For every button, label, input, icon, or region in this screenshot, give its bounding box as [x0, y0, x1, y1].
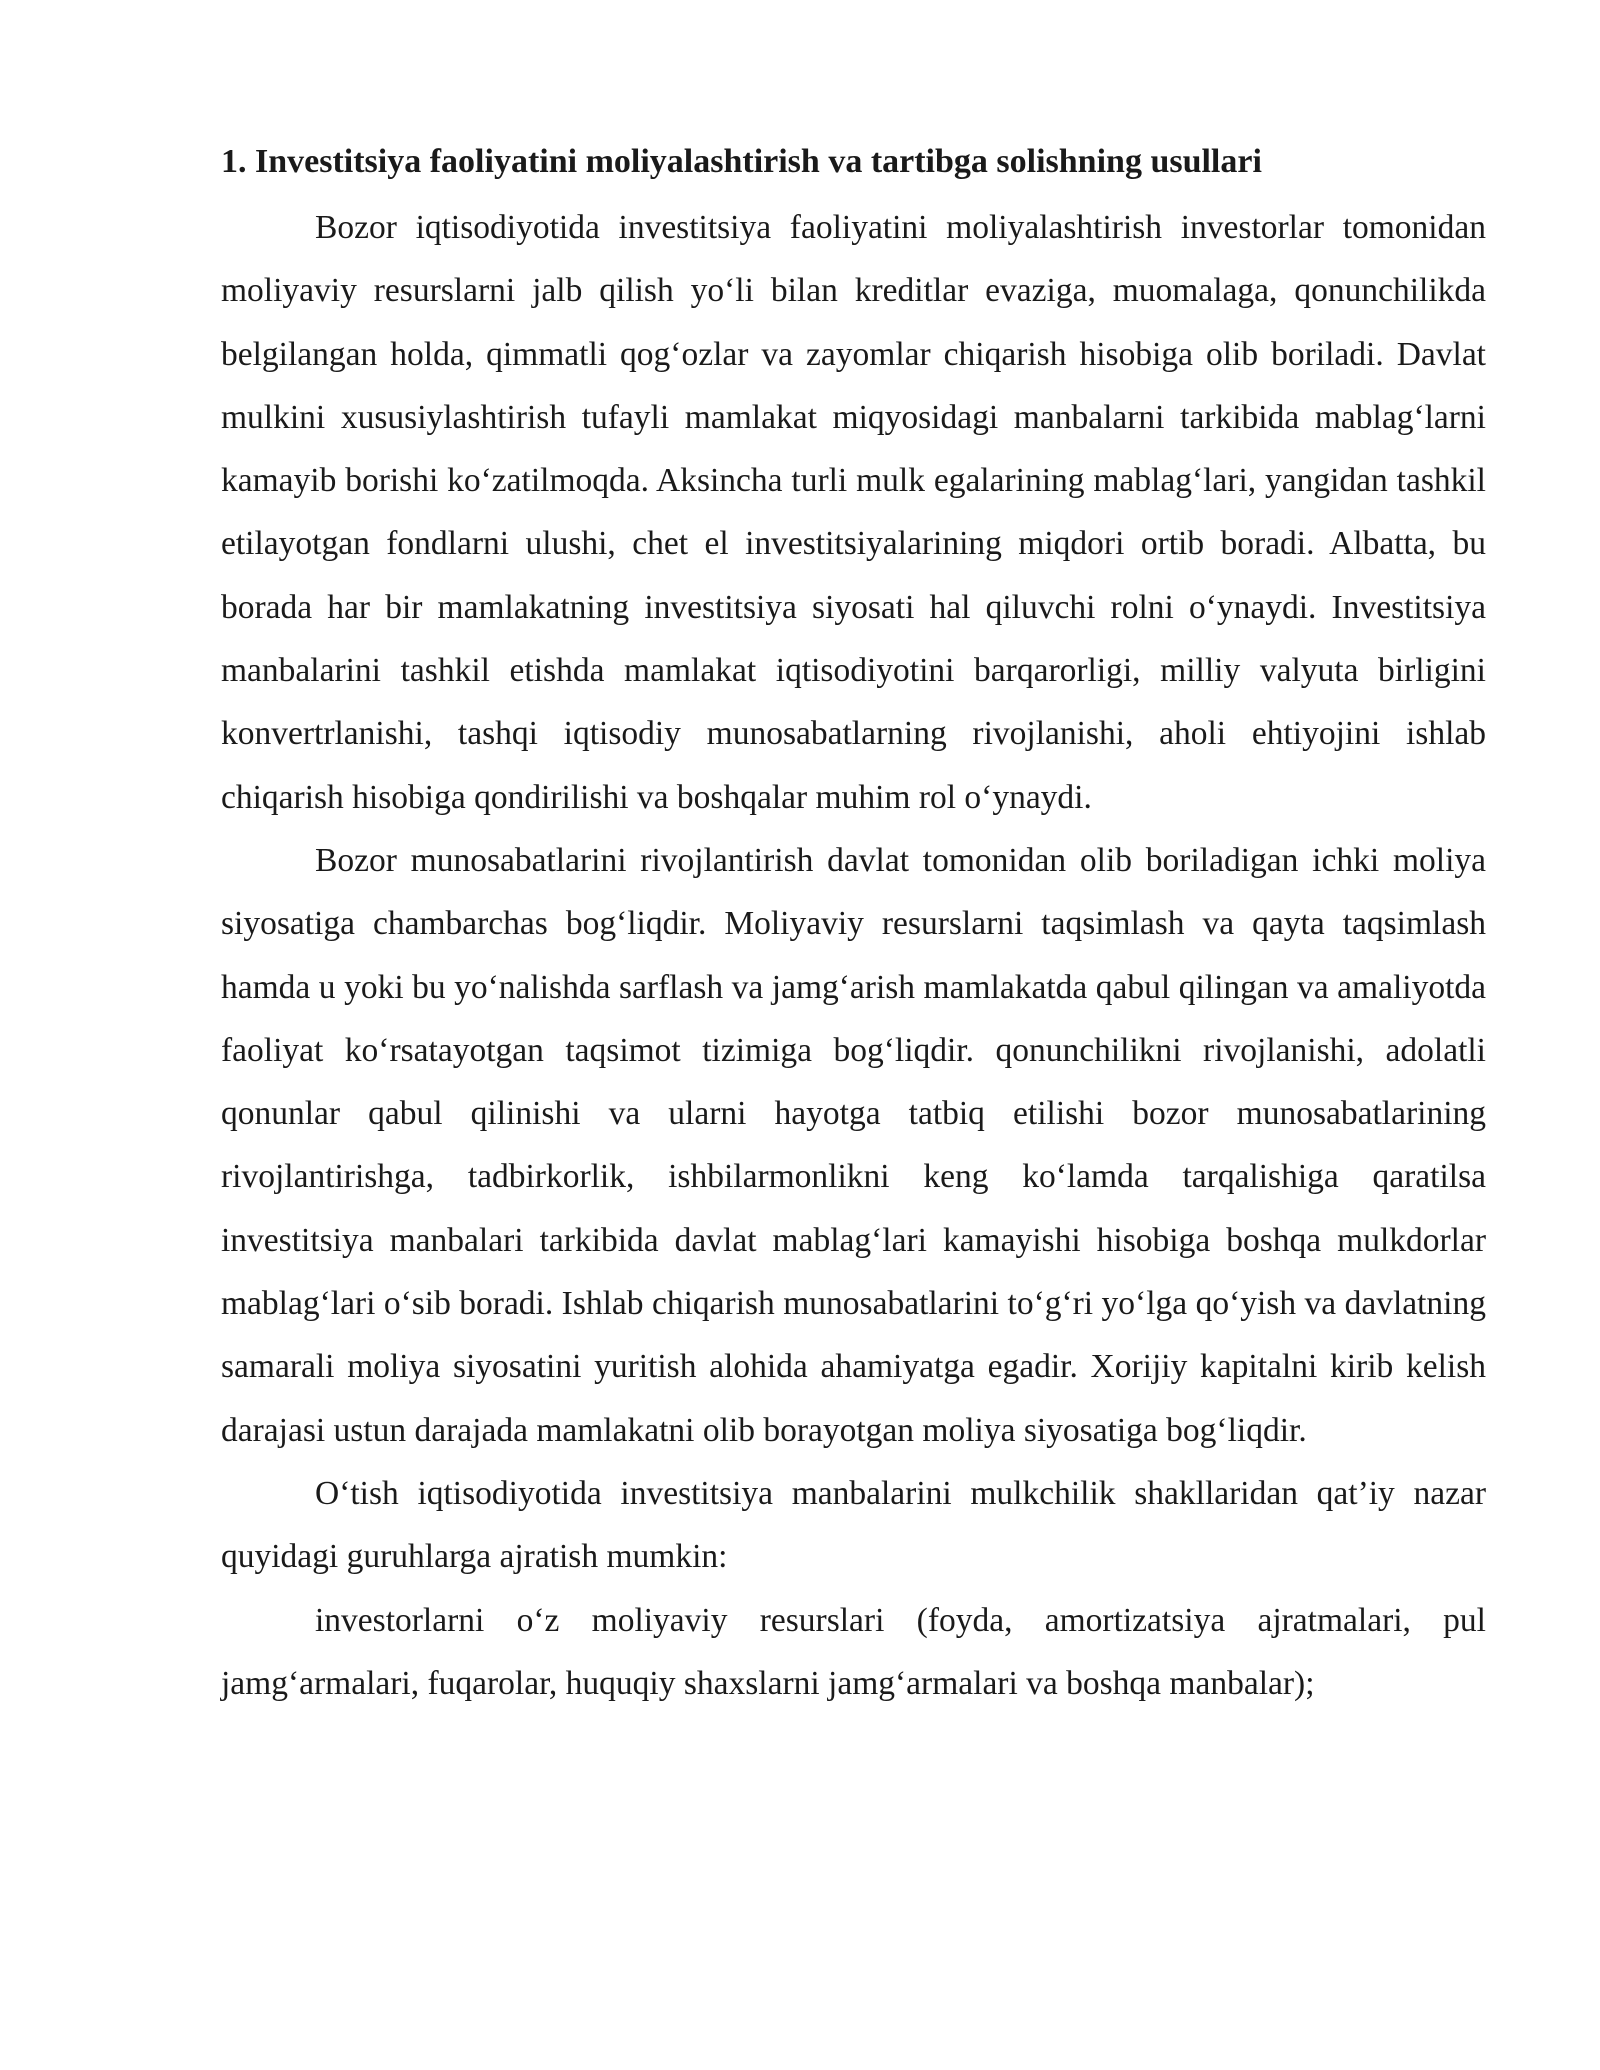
document-page — [221, 140, 1486, 1715]
paragraph-4: investorlarni o‘z moliyaviy resurslari (foyda, amortizatsiya ajratmalari, pul jamg‘armalari, fuqarolar, huquqiy shaxslarni jamg‘armalari va boshqa manbalar); — [221, 1601, 1486, 1702]
paragraph-3: O‘tish iqtisodiyotida investitsiya manbalarini mulkchilik shakllaridan qat’iy nazar quyidagi guruhlarga ajratish mumkin: — [221, 1474, 1486, 1576]
paragraph-1: Bozor iqtisodiyotida investitsiya faoliyatini moliyalashtirish investorlar tomonidan moliyaviy resurslarni jalb qilish yo‘li bilan kreditlar evaziga, muomalaga, qonunchilikda belgilangan holda, qimmatli qog‘ozlar va zayomlar chiqarish hisobiga olib boriladi. Davlat mulkini xususiylashtirish tufayli mamlakat miqyosidagi manbalarni tarkibida mablag‘larni kamayib borishi ko‘zatilmoqda. Aksincha turli mulk egalarining mablag‘lari, yangidan tashkil etilayotgan fondlarni ulushi, chet el investitsiyalarining miqdori ortib boradi. Albatta, bu borada har bir mamlakatning investitsiya siyosati hal qiluvchi rolni o‘ynaydi. Investitsiya manbalarini tashkil etishda mamlakat iqtisodiyotini barqarorligi, milliy valyuta birligini konvertrlanishi, tashqi iqtisodiy munosabatlarning rivojlanishi, aholi ehtiyojini ishlab chiqarish hisobiga qondirilishi va boshqalar muhim rol o‘ynaydi. — [221, 209, 1486, 816]
paragraph-2: Bozor munosabatlarini rivojlantirish davlat tomonidan olib boriladigan ichki moliya siyosatiga chambarchas bog‘liqdir. Moliyaviy resurslarni taqsimlash va qayta taqsimlash hamda u yoki bu yo‘nalishda sarflash va jamg‘arish mamlakatda qabul qilingan va amaliyotda faoliyat ko‘rsatayotgan taqsimot tizimiga bog‘liqdir. qonunchilikni rivojlanishi, adolatli qonunlar qabul qilinishi va ularni hayotga tatbiq etilishi bozor munosabatlarining rivojlantirishga, tadbirkorlik, ishbilarmonlikni keng ko‘lamda tarqalishiga qaratilsa investitsiya manbalari tarkibida davlat mablag‘lari kamayishi hisobiga boshqa mulkdorlar mablag‘lari o‘sib boradi. Ishlab chiqarish munosabatlarini to‘g‘ri yo‘lga qo‘yish va davlatning samarali moliya siyosatini yuritish alohida ahamiyatga egadir. Xorijiy kapitalni kirib kelish darajasi ustun darajada mamlakatni olib borayotgan moliya siyosatiga bog‘liqdir. — [221, 841, 1486, 1449]
section-heading: 1. Investitsiya faoliyatini moliyalashtirish va tartibga solishning usullari — [221, 143, 1262, 180]
